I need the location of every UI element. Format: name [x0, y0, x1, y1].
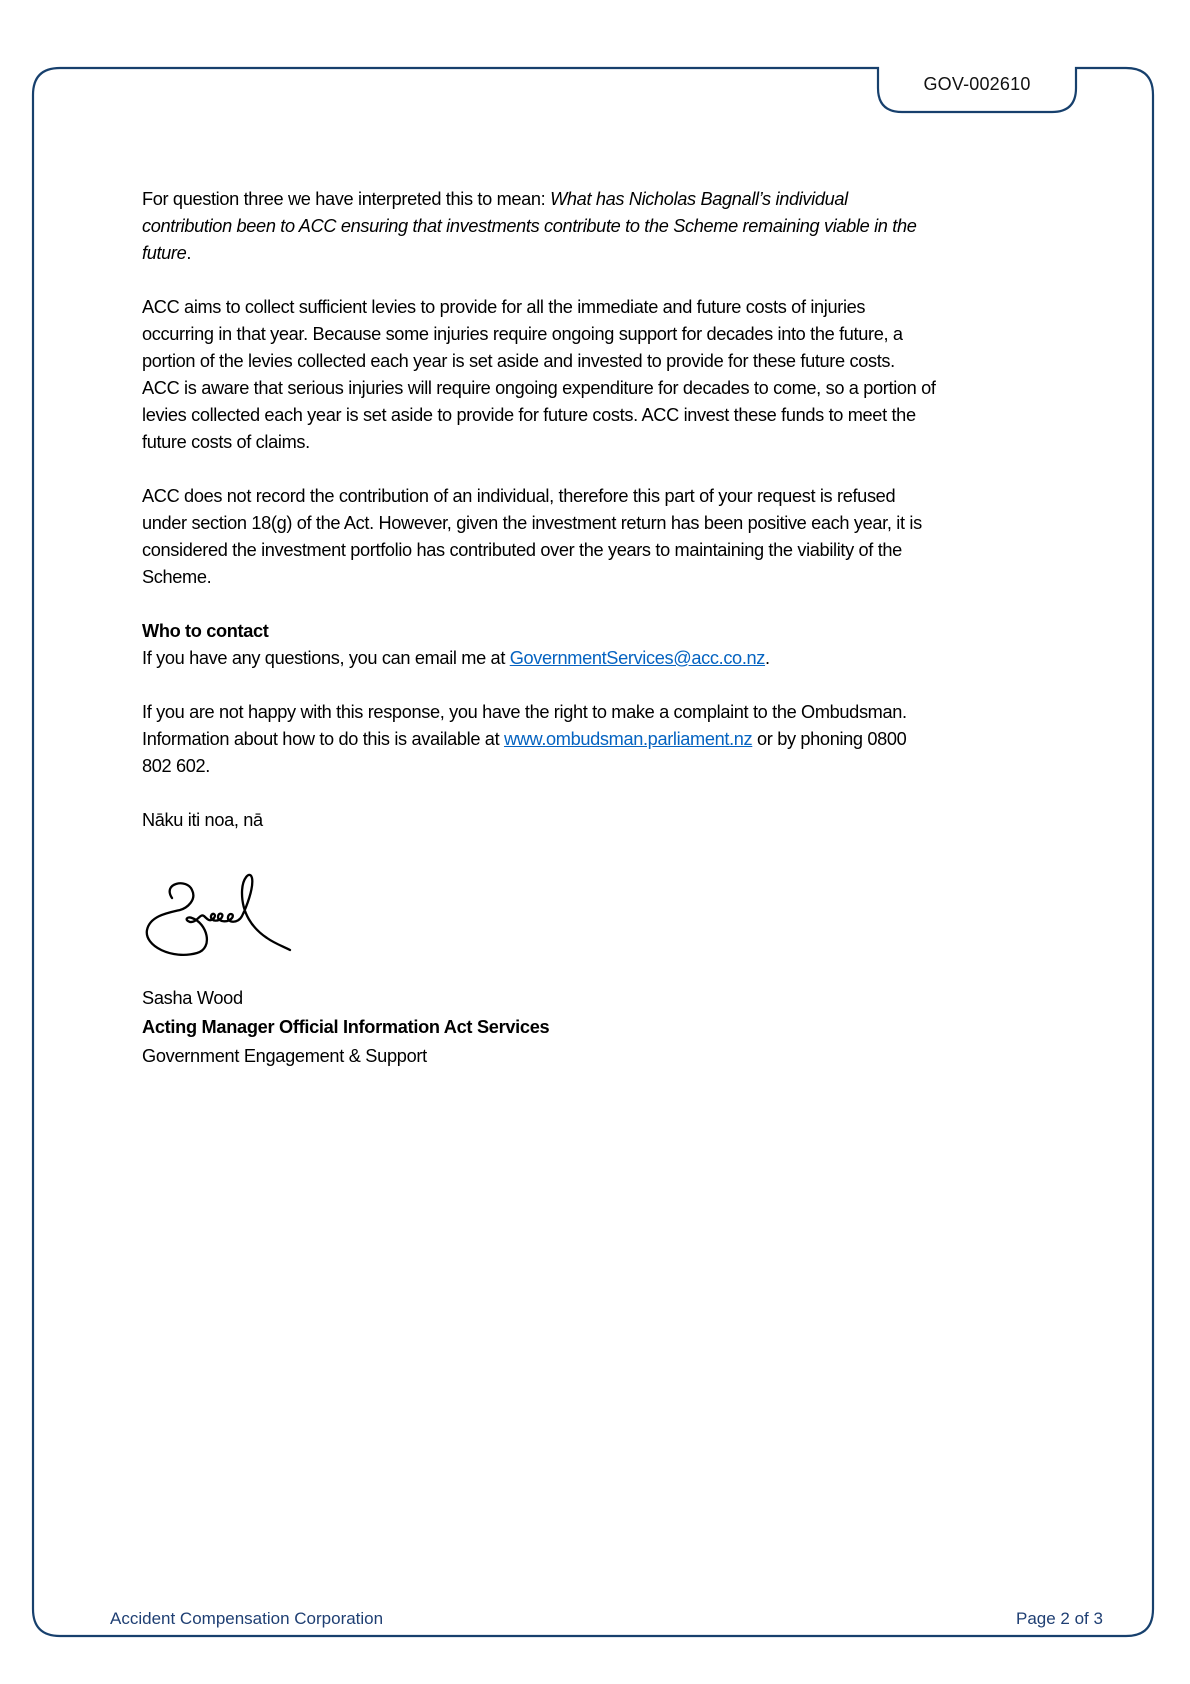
paragraph-line: 802 602. — [142, 756, 210, 776]
signatory-name: Sasha Wood — [142, 988, 243, 1008]
paragraph-line — [142, 645, 1072, 672]
paragraph-line: portion of the levies collected each year is set aside and invested to provide for these future costs. — [142, 351, 895, 371]
letter-body — [142, 186, 1072, 861]
ombudsman-text: or by phoning 0800 — [752, 729, 907, 749]
signatory-title: Acting Manager Official Information Act Services — [142, 1017, 550, 1037]
paragraph-line — [142, 186, 1072, 213]
paragraph-line: under section 18(g) of the Act. However, given the investment return has been positive each year, it is — [142, 513, 922, 533]
intro-text: For question three we have interpreted this to mean: — [142, 189, 551, 209]
footer-organisation: Accident Compensation Corporation — [110, 1609, 384, 1628]
closing-salutation — [142, 807, 1072, 834]
paragraph-line: ACC does not record the contribution of an individual, therefore this part of your request is refused — [142, 486, 896, 506]
paragraph-line: ACC is aware that serious injuries will require ongoing expenditure for decades to come, so a portion of — [142, 378, 936, 398]
paragraph-line: occurring in that year. Because some injuries require ongoing support for decades into the future, a — [142, 324, 903, 344]
footer-page-indicator: Page 2 of 3 — [1016, 1609, 1103, 1628]
contact-heading: Who to contact — [142, 621, 269, 641]
signature-block — [142, 984, 549, 1071]
interpreted-question-text: future — [142, 243, 187, 263]
paragraph-line — [142, 726, 1072, 753]
handwritten-signature-icon — [142, 868, 292, 968]
email-link[interactable]: GovernmentServices@acc.co.nz — [509, 648, 766, 668]
contact-text: If you have any questions, you can email me at — [142, 648, 510, 668]
paragraph-line — [142, 240, 1072, 267]
interpreted-question-text: What has Nicholas Bagnall’s individual — [550, 189, 848, 209]
ombudsman-text: Information about how to do this is available at — [142, 729, 504, 749]
paragraph-line: considered the investment portfolio has contributed over the years to maintaining the viability of the — [142, 540, 902, 560]
paragraph-line: levies collected each year is set aside to provide for future costs. ACC invest these funds to meet the — [142, 405, 916, 425]
signatory-department: Government Engagement & Support — [142, 1046, 427, 1066]
paragraph-levies — [142, 294, 1072, 456]
period-text: . — [186, 243, 192, 263]
paragraph-line: If you are not happy with this response, you have the right to make a complaint to the Ombudsman. — [142, 702, 907, 722]
contact-section — [142, 618, 1072, 672]
paragraph-line: future costs of claims. — [142, 432, 310, 452]
interpreted-question-text: contribution been to ACC ensuring that investments contribute to the Scheme remaining viable in the — [142, 216, 917, 236]
paragraph-refusal — [142, 483, 1072, 591]
document-reference-number: GOV-002610 — [923, 74, 1031, 94]
paragraph-line: ACC aims to collect sufficient levies to provide for all the immediate and future costs of injuries — [142, 297, 866, 317]
paragraph-question-interpretation — [142, 186, 1072, 267]
period-text: . — [765, 648, 770, 668]
paragraph-line: Scheme. — [142, 567, 212, 587]
ombudsman-website-link[interactable]: www.ombudsman.parliament.nz — [503, 729, 753, 749]
closing-text: Nāku iti noa, nā — [142, 810, 263, 830]
ombudsman-section — [142, 699, 1072, 780]
